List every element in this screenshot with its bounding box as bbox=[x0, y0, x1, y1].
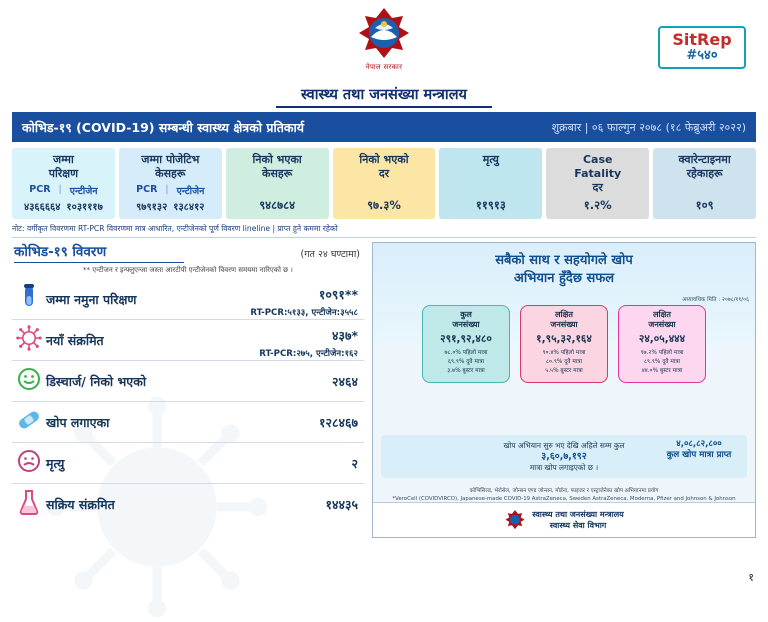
poster-headline-line2: अभियान हुँदैछ सफल bbox=[513, 271, 615, 286]
vaccination-poster bbox=[372, 242, 756, 538]
card-row-dose1: ७८.०% पहिलो मात्रा bbox=[444, 350, 488, 356]
stat-total-tests bbox=[12, 148, 115, 219]
card-caption: लक्षित जनसंख्या bbox=[648, 310, 676, 329]
vax-footnote-2: *VeroCell (COVIDVIRCO), Japanese-made COVID-19 AstraZeneca, Sweden AstraZeneca, Moderna, Pfizer and Johnson & Johnson bbox=[392, 496, 736, 502]
sad-face-icon bbox=[12, 449, 46, 477]
stat-value-pcr: ४३६६६६४ bbox=[24, 202, 61, 213]
card-row-dose2: ६९.९% दुवै मात्रा bbox=[447, 359, 485, 365]
stats-note: नोट: वर्गीकृत विवरणमा RT-PCR विवरणमा मात्र आधारित, एन्टीजेनको पूर्ण विवरण lineline | प्राप्त हुने कममा रहेको bbox=[12, 224, 338, 233]
detail-value: १०९१** bbox=[318, 287, 358, 303]
poster-footer-text bbox=[532, 509, 624, 531]
stat-value: ११९१३ bbox=[475, 198, 506, 212]
page-number: १ bbox=[748, 571, 754, 584]
stat-title: निको भएको दर bbox=[359, 153, 409, 180]
stat-sublabels bbox=[14, 184, 113, 197]
stat-title: Case Fatality दर bbox=[574, 153, 622, 194]
detail-subvalue: RT-PCR:५१३३, एन्टीजेन:३५५८ bbox=[250, 308, 358, 319]
poster-headline bbox=[373, 252, 755, 288]
detail-value: १४४३५ bbox=[325, 496, 358, 512]
sitrep-badge bbox=[658, 26, 746, 69]
nepal-government-emblem bbox=[351, 6, 417, 72]
card-number: २४,०५,४४४ bbox=[638, 333, 686, 345]
stat-recovered bbox=[226, 148, 329, 219]
page-header bbox=[0, 0, 768, 112]
stat-case-fatality bbox=[546, 148, 649, 219]
ministry-underline bbox=[276, 106, 492, 108]
poster-footer-line1: स्वास्थ्य तथा जनसंख्या मन्त्रालय bbox=[532, 510, 624, 519]
test-tube-icon bbox=[12, 284, 46, 314]
detail-label: जम्मा नमुना परिक्षण bbox=[46, 291, 137, 307]
detail-label: सक्रिय संक्रमित bbox=[46, 496, 115, 512]
card-row-dose2: ८०.९% दुवै मात्रा bbox=[545, 359, 583, 365]
detail-row-vaccinated bbox=[12, 402, 364, 443]
vax-received-number: ४,०८,८२,८०० bbox=[676, 439, 722, 449]
poster-cards bbox=[373, 305, 755, 383]
card-number: १,९५,३२,१६४ bbox=[536, 333, 592, 345]
section-note: ** एन्टीजन र इन्फ्लुएन्जा जस्ता आरटीपी एन्टीजेनको विवरण समयमा नारिएको छ । bbox=[83, 266, 293, 275]
stat-total-positive bbox=[119, 148, 222, 219]
card-caption: कुल जनसंख्या bbox=[452, 310, 480, 329]
detail-subvalue: RT-PCR:२७५, एन्टीजेन:१६२ bbox=[259, 349, 358, 360]
stat-sublabel-pcr: PCR bbox=[29, 184, 51, 195]
stat-value: ९७.३% bbox=[367, 198, 401, 212]
ministry-title: स्वास्थ्य तथा जनसंख्या मन्त्रालय bbox=[301, 87, 467, 103]
card-rows bbox=[622, 349, 702, 375]
report-banner bbox=[12, 112, 756, 142]
detail-label: नयाँ संक्रमित bbox=[46, 332, 104, 348]
stat-value: ९४८७८४ bbox=[259, 198, 296, 212]
poster-headline-line1: सबैको साथ र सहयोगले खोप bbox=[495, 253, 633, 268]
poster-footer bbox=[373, 502, 755, 537]
stat-value: १०९ bbox=[695, 198, 714, 212]
stat-divider: | bbox=[165, 184, 169, 195]
card-caption: लक्षित जनसंख्या bbox=[550, 310, 578, 329]
stat-sublabel-antigen: एन्टीजेन bbox=[176, 186, 205, 197]
stat-title: मृत्यु bbox=[482, 153, 499, 166]
stat-divider: | bbox=[58, 184, 62, 195]
stat-value-antigen: १३८४१२ bbox=[173, 202, 205, 213]
stat-sublabel-pcr: PCR bbox=[136, 184, 158, 195]
poster-card-total-population bbox=[422, 305, 510, 383]
main-content bbox=[12, 242, 756, 538]
poster-card-target-population-1 bbox=[520, 305, 608, 383]
banner-title: कोभिड-१९ (COVID-19) सम्बन्धी स्वास्थ्य क्षेत्रको प्रतिकार्य bbox=[22, 119, 304, 135]
card-row-booster: ५.५% बुस्टर मात्रा bbox=[545, 368, 583, 374]
detail-label: मृत्यु bbox=[46, 455, 65, 471]
card-row-dose1: ९०.४% पहिलो मात्रा bbox=[542, 350, 586, 356]
vaccine-received-total bbox=[653, 439, 745, 461]
stat-value-pcr: ९७९१३२ bbox=[136, 202, 168, 213]
stat-deaths bbox=[439, 148, 542, 219]
vax-text-2: मात्रा खोप लगाइएको छ । bbox=[529, 463, 599, 472]
card-row-dose1: ९७.२% पहिलो मात्रा bbox=[640, 350, 684, 356]
detail-label: खोप लगाएका bbox=[46, 414, 110, 430]
detail-value: १२८४६७ bbox=[318, 414, 358, 430]
stat-title: निको भएका केसहरू bbox=[252, 153, 302, 180]
section-subtitle: (गत २४ घण्टामा) bbox=[300, 249, 360, 260]
vaccine-footnotes bbox=[381, 487, 747, 503]
card-number: २९१,९२,४८० bbox=[440, 333, 492, 345]
section-title: कोभिड-१९ विवरण bbox=[14, 244, 107, 260]
note-divider bbox=[12, 237, 756, 238]
stat-title: क्वारेन्टाइनमा रहेकाहरू bbox=[678, 153, 731, 180]
detail-column bbox=[12, 242, 364, 538]
poster-credit: अध्यावधिक मिति : २०७८/११/०६ bbox=[681, 297, 749, 303]
emblem-small-icon bbox=[504, 508, 526, 532]
detail-value: ४३७* bbox=[331, 328, 358, 344]
sitrep-title: SitRep bbox=[672, 30, 732, 49]
detail-row-deaths bbox=[12, 443, 364, 484]
card-row-dose2: ८९.९% दुवै मात्रा bbox=[643, 359, 681, 365]
vax-footnote-1: कोभिसिल्ड, भेरोसेल, जोन्सन एण्ड जोन्सन, मोर्डना, फाइजर र एस्ट्राजेनेका खोप अभियानमा प्रयोग bbox=[469, 488, 659, 494]
detail-value: २४६४ bbox=[331, 373, 358, 389]
stat-quarantine bbox=[653, 148, 756, 219]
detail-row-total-tests bbox=[12, 279, 364, 320]
card-rows bbox=[426, 349, 506, 375]
poster-card-target-population-2 bbox=[618, 305, 706, 383]
sitrep-number: #५४० bbox=[686, 48, 718, 63]
stat-sublabel-antigen: एन्टीजेन bbox=[69, 186, 98, 197]
bandage-icon bbox=[12, 408, 46, 436]
detail-label: डिस्चार्ज/ निको भएको bbox=[46, 373, 147, 389]
emblem-icon bbox=[355, 6, 413, 62]
card-row-booster: ४४.०% बुस्टर मात्रा bbox=[641, 368, 683, 374]
card-rows bbox=[524, 349, 604, 375]
section-header bbox=[12, 242, 364, 260]
stat-value: १.२% bbox=[583, 198, 612, 212]
vaccination-poster-column bbox=[372, 242, 756, 538]
card-row-booster: ३.७% बुस्टर मात्रा bbox=[447, 368, 485, 374]
stat-sublabels bbox=[121, 184, 220, 197]
stat-recovery-rate bbox=[333, 148, 436, 219]
detail-rows bbox=[12, 279, 364, 524]
detail-row-active-cases bbox=[12, 484, 364, 524]
section-underline bbox=[14, 262, 184, 263]
detail-value: २ bbox=[351, 455, 358, 471]
detail-row-new-cases bbox=[12, 320, 364, 361]
vax-total-doses: ३,६०,७,१९२ bbox=[541, 451, 587, 462]
flask-icon bbox=[12, 489, 46, 519]
vax-text-1: खोप अभियान सुरु भए देखि अहिले सम्म कुल bbox=[503, 441, 625, 450]
vax-received-label: कुल खोप मात्रा प्राप्त bbox=[666, 450, 732, 460]
smiley-icon bbox=[12, 367, 46, 395]
stat-title: जम्मा पोजेटिभ केसहरू bbox=[141, 153, 200, 180]
banner-date: शुक्रबार | ०६ फाल्गुन २०७८ (१८ फेब्रुअरी २०२२) bbox=[551, 120, 746, 134]
emblem-label: नेपाल सरकार bbox=[365, 63, 403, 71]
summary-stats bbox=[12, 148, 756, 219]
stat-value-antigen: १०३१११७ bbox=[66, 202, 103, 213]
stat-title: जम्मा परिक्षण bbox=[48, 153, 79, 180]
stat-values bbox=[14, 199, 113, 213]
poster-footer-line2: स्वास्थ्य सेवा विभाग bbox=[549, 521, 607, 530]
virus-icon bbox=[12, 325, 46, 355]
stat-values bbox=[121, 199, 220, 213]
detail-row-discharged bbox=[12, 361, 364, 402]
